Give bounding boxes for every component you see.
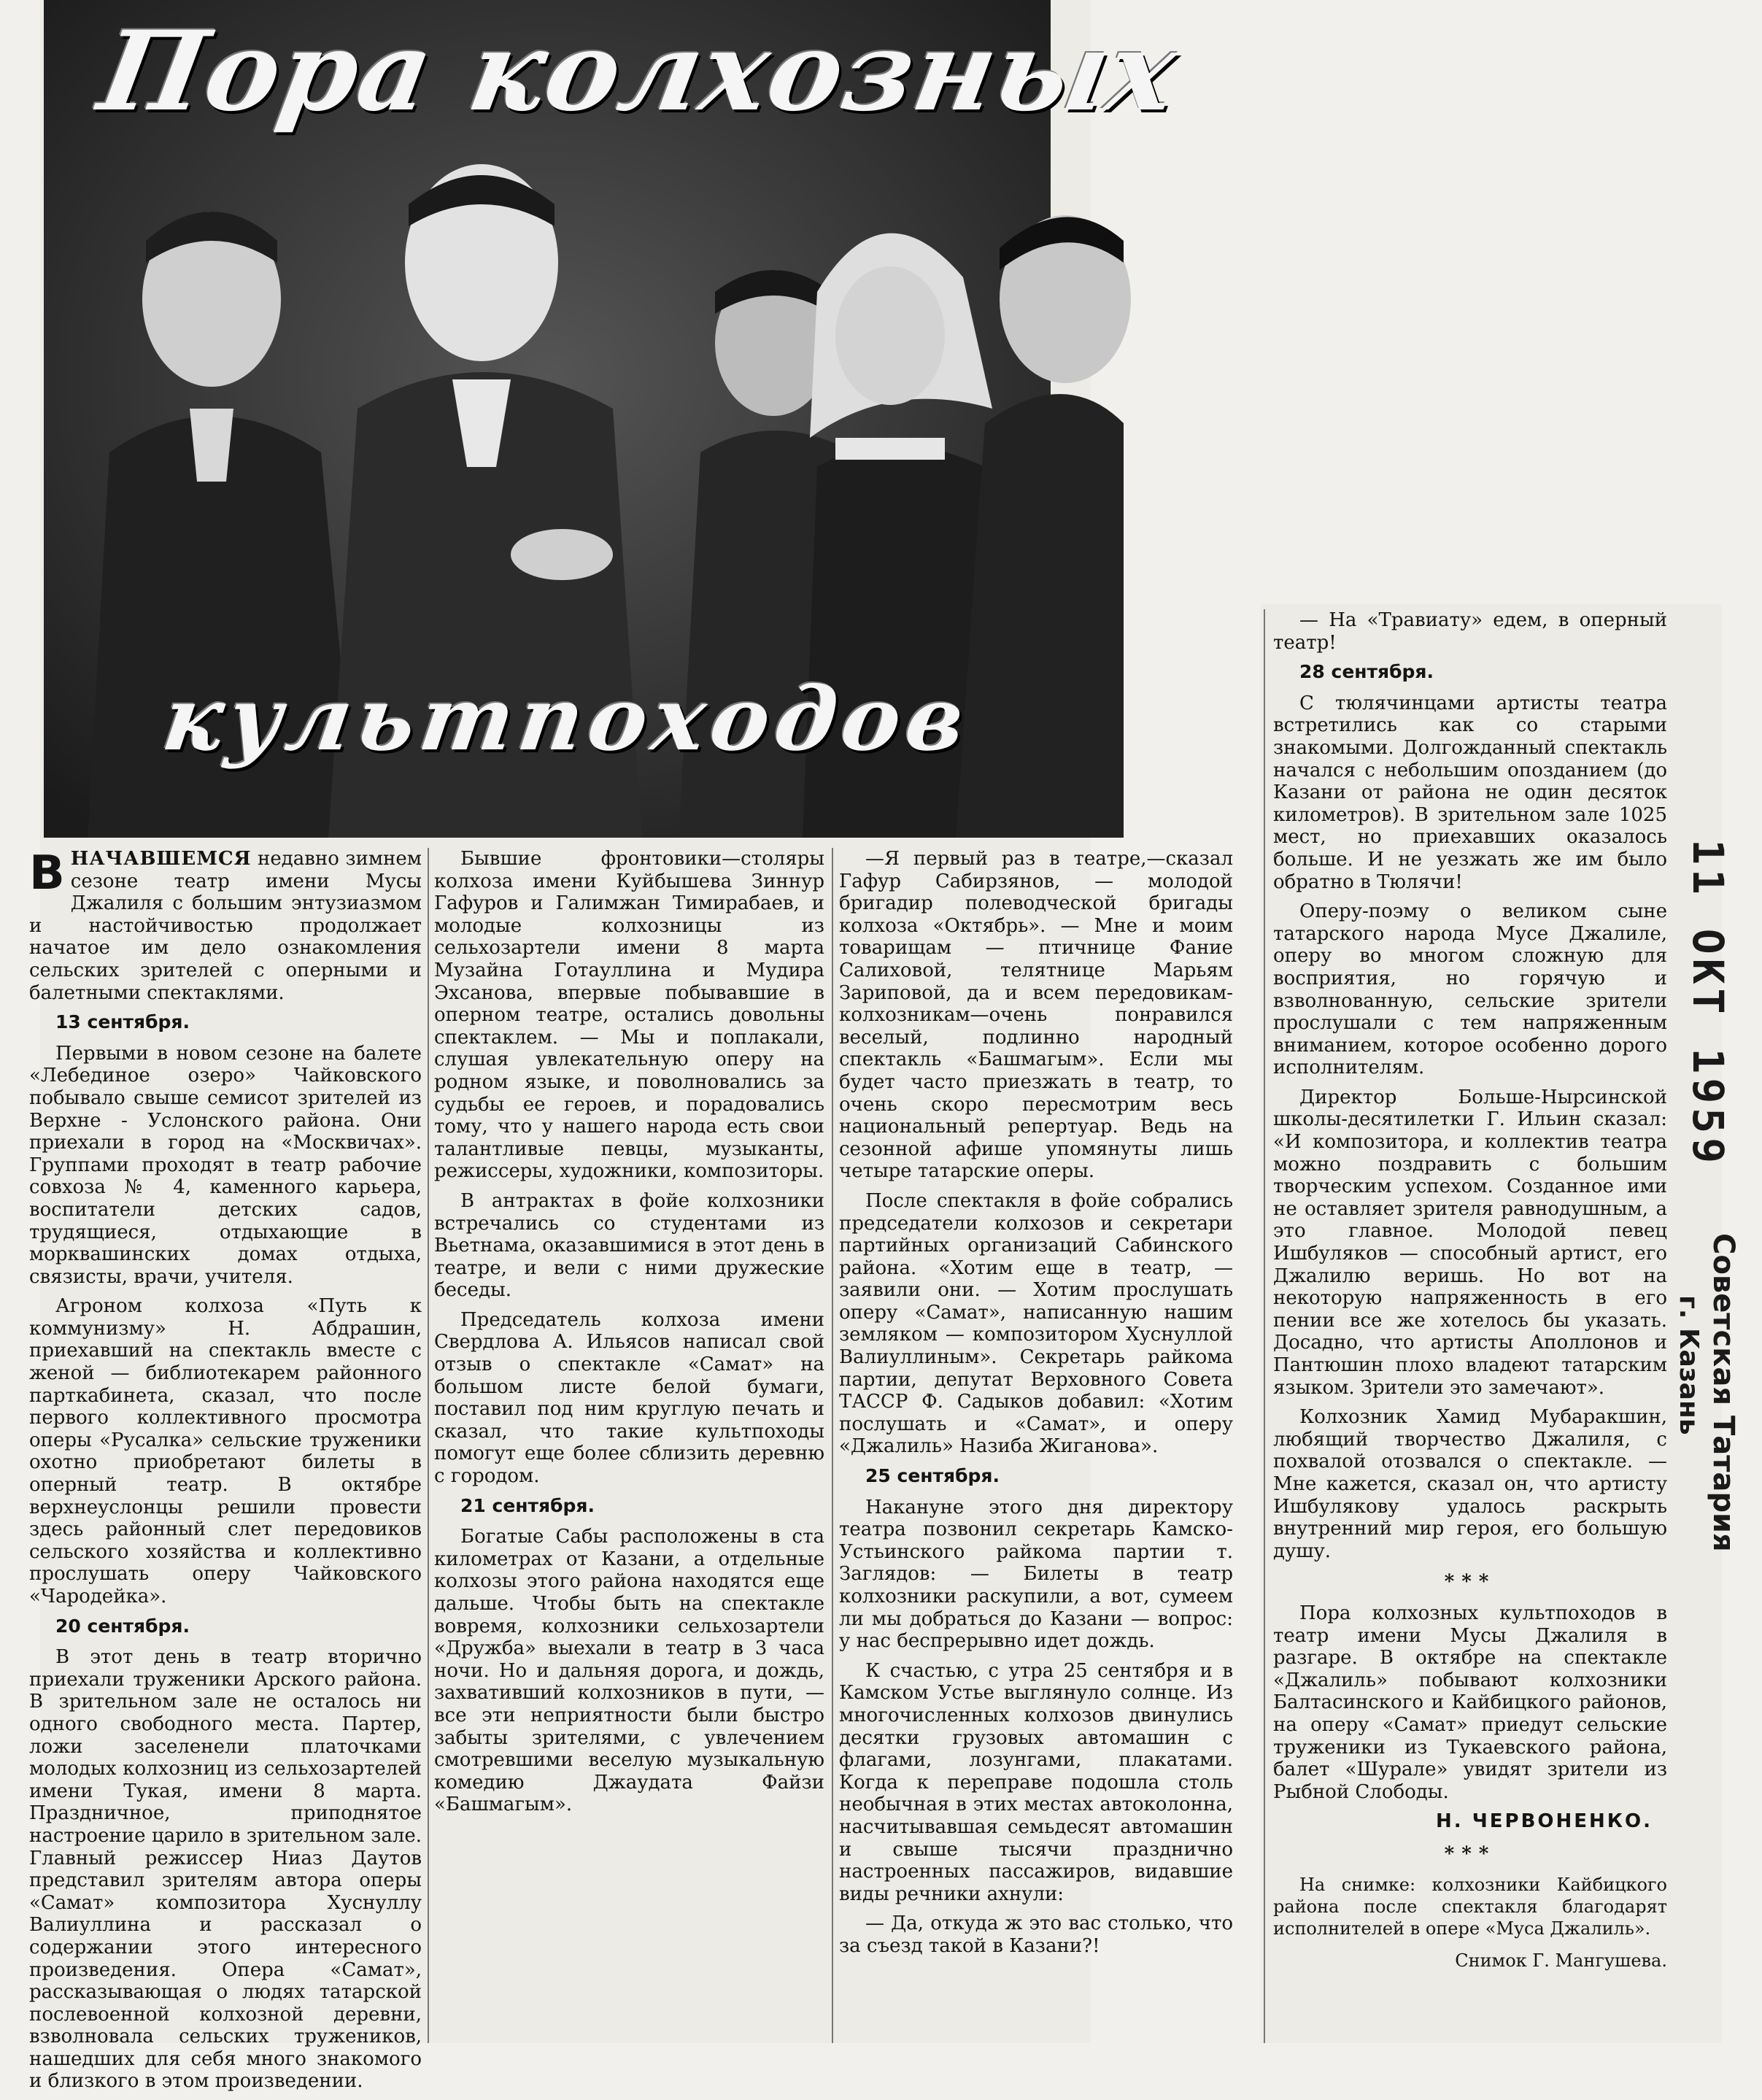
paragraph: Оперу-поэму о великом сыне татарского народа Мусе Джалиле, оперу во многом сложную для восприятия, но горячую и взволнованную, сельские зрители прослушали с тем напряженным вниманием, которое особенно дорого исполнителям. bbox=[1273, 900, 1667, 1079]
article-column-2 bbox=[434, 848, 824, 1823]
newspaper-name-stamp: Советская Татария bbox=[1707, 1233, 1740, 1552]
paragraph: Колхозник Хамид Мубаракшин, любящий творчество Джалиля, с похвалой отозвался о спектакле. — Мне кажется, сказал он, что артисту Ишбулякову удалось раскрыть внутренний мир героя, его большую душу. bbox=[1273, 1406, 1667, 1562]
lead-paragraph bbox=[29, 848, 422, 1004]
date-heading: 28 сентября. bbox=[1299, 661, 1434, 683]
column-rule bbox=[1264, 609, 1265, 2043]
paragraph: Директор Больше-Нырсинской школы-десятилетки Г. Ильин сказал: «И композитора, и коллектив театра можно поздравить с большим творческим успехом. Созданное ими не оставляет зрителя равнодушным, а это главное. Молодой певец Ишбуляков — способный артист, его Джалилю веришь. Но вот на некоторую напряженность в его пении все же хотелось бы указать. Досадно, что артисты Аполлонов и Пантюшин плохо владеют татарским языком. Зрители это замечают». bbox=[1273, 1086, 1667, 1399]
paragraph: В антрактах в фойе колхозники встречались со студентами из Вьетнама, оказавшимися в этот день в театре, и вели с ними дружеские беседы. bbox=[434, 1189, 824, 1302]
photo-credit: Снимок Г. Мангушева. bbox=[1455, 1950, 1667, 1972]
paragraph: В этот день в театр вторично приехали труженики Арского района. В зрительном зале не осталось ни одного свободного места. Партер, ложи заселенели платочками молодых колхозниц из сельхозартелей имени Тукая, имени 8 марта. Праздничное, приподнятое настроение царило в зрительном зале. Главный режиссер Ниаз Даутов представил зрителям автора оперы «Самат» композитора Хуснуллу Валиуллина и рассказал о содержании этого интересного произведения. Опера «Самат», рассказывающая о людях татарской послевоенной колхозной деревни, взволновала сельских тружеников, нашедших для себя много знакомого и близкого в этом произведении. bbox=[29, 1646, 422, 2093]
paragraph: — Да, откуда ж это вас столько, что за съезд такой в Казани?! bbox=[839, 1912, 1233, 1957]
photo-caption: На снимке: колхозники Кайбицкого района после спектакля благодарят исполнителей в опере «Муса Джалиль». bbox=[1273, 1875, 1667, 1939]
column-rule bbox=[428, 848, 429, 2043]
paragraph: Бывшие фронтовики—столяры колхоза имени Куйбышева Зиннур Гафуров и Галимжан Тимирабаев, и молодые колхозницы из сельхозартели имени 8 марта Музайна Готауллина и Мудира Эхсанова, впервые побывавшие в оперном театре, остались довольны спектаклем. — Мы и поплакали, слушая увлекательную оперу на родном языке, и поволновались за судьбы ее героев, и порадовались тому, что у нашего народа есть свои талантливые певцы, музыканты, режиссеры, художники, композиторы. bbox=[434, 848, 824, 1183]
section-divider: *** bbox=[1444, 1842, 1496, 1865]
drop-cap: В bbox=[29, 846, 65, 900]
date-heading: 20 сентября. bbox=[55, 1615, 190, 1637]
paragraph: Накануне этого дня директору театра позвонил секретарь Камско-Устьинского райкома партии т. Заглядов: — Билеты в театр колхозники раскупили, а вот, сумеем ли мы добраться до Казани — вопрос: у нас беспрерывно идет дождь. bbox=[839, 1496, 1233, 1653]
paragraph: Пора колхозных культпоходов в театр имени Мусы Джалиля в разгаре. В октябре на спектакле «Джалиль» побывают колхозники Балтасинского и Кайбицкого районов, на оперу «Самат» приедут сельские труженики из Тукаевского района, балет «Шурале» увидят зрители из Рыбной Слободы. bbox=[1273, 1602, 1667, 1803]
paragraph: Председатель колхоза имени Свердлова А. Ильясов написал свой отзыв о спектакле «Самат» на большом листе белой бумаги, поставил под ним круглую печать и сказал, что такие культпоходы помогут еще более сблизить деревню с городом. bbox=[434, 1308, 824, 1488]
lead-text: недавно зимнем сезоне театр имени Мусы Джалиля с большим энтузиазмом и настойчивостью продолжает начатое им дело ознакомления сельских зрителей с оперными и балетными спектаклями. bbox=[29, 848, 422, 1004]
date-heading: 25 сентября. bbox=[865, 1465, 1000, 1487]
paragraph: — На «Травиату» едем, в оперный театр! bbox=[1273, 609, 1667, 654]
paragraph: Богатые Сабы расположены в ста километрах от Казани, а отдельные колхозы этого района находятся еще дальше. Чтобы быть на спектакле вовремя, колхозники сельхозартели «Дружба» выехали в театр в 3 часа ночи. Но и дальняя дорога, и дождь, захвативший колхозников в пути, — все эти неприятности были быстро забыты зрителями, с увлечением смотревшими веселую музыкальную комедию Джаудата Файзи «Башмагым». bbox=[434, 1526, 824, 1816]
paragraph: Агроном колхоза «Путь к коммунизму» Н. Абдрашин, приехавший на спектакль вместе с женой — библиотекарем районного парткабинета, сказал, что после первого коллективного просмотра оперы «Русалка» сельские труженики охотно приобретают билеты в оперный театр. В октябре верхнеуслонцы решили провести здесь районный слет передовиков сельского хозяйства и коллективно прослушать оперу Чайковского «Чародейка». bbox=[29, 1295, 422, 1607]
headline-line-2: культпоходов bbox=[157, 668, 978, 771]
lead-caps: НАЧАВШЕМСЯ bbox=[70, 848, 252, 870]
article-column-1 bbox=[29, 848, 422, 2100]
date-heading: 21 сентября. bbox=[460, 1494, 595, 1516]
article-photo bbox=[44, 0, 1188, 838]
city-stamp: г. Казань bbox=[1674, 1295, 1704, 1435]
article-column-4 bbox=[1273, 609, 1667, 1980]
column-rule bbox=[832, 848, 833, 2043]
paragraph: К счастью, с утра 25 сентября и в Камском Устье выглянуло солнце. Из многочисленных колхозов двинулись десятки грузовых автомашин с флагами, лозунгами, плакатами. Когда к переправе подошла столь необычная в этих местах автоколонна, насчитывавшая семьдесят автомашин и свыше тысячи празднично настроенных пассажиров, видавшие виды речники ахнули: bbox=[839, 1659, 1233, 1905]
date-stamp: 11 ОКТ 1959 bbox=[1683, 839, 1733, 1168]
paragraph: С тюлячинцами артисты театра встретились как со старыми знакомыми. Долгожданный спектакль начался с небольшим опозданием (до Казани от района не один десяток километров). В зрительном зале 1025 мест, но приехавших оказалось больше. И не уезжать же им было обратно в Тюлячи! bbox=[1273, 692, 1667, 893]
paragraph: Первыми в новом сезоне на балете «Лебединое озеро» Чайковского побывало свыше семисот зрителей из Верхне - Услонского района. Они приехали в город на «Москвичах». Группами проходят в театр рабочие совхоза № 4, каменного карьера, воспитатели детских садов, трудящиеся, отдыхающие в морквашинских домах отдыха, связисты, врачи, учителя. bbox=[29, 1042, 422, 1288]
section-divider: *** bbox=[1444, 1571, 1496, 1594]
paragraph: После спектакля в фойе собрались председатели колхозов и секретари партийных организаций Сабинского района. «Хотим еще в театр, — заявили они. — Хотим прослушать оперу «Самат», написанную нашим земляком — композитором Хуснуллой Валиуллиным». Секретарь райкома партии, депутат Верховного Совета ТАССР Ф. Садыков добавил: «Хотим послушать и «Самат», и оперу «Джалиль» Назиба Жиганова». bbox=[839, 1189, 1233, 1458]
headline-line-1: Пора колхозных bbox=[90, 7, 1188, 136]
paragraph: —Я первый раз в театре,—сказал Гафур Сабирзянов, — молодой бригадир полеводческой бригады колхоза «Октябрь». — Мне и моим товарищам — птичнице Фание Салиховой, телятнице Марьям Зариповой, да и всем передовикам-колхозникам—очень понравился веселый, подлинно народный спектакль «Башмагым». Если мы будет часто приезжать в театр, то очень скоро пересмотрим весь национальный репертуар. Ведь на сезонной афише упомянуты лишь четыре татарские оперы. bbox=[839, 848, 1233, 1183]
date-heading: 13 сентября. bbox=[55, 1011, 190, 1033]
article-column-3 bbox=[839, 848, 1233, 1965]
author-signature: Н. ЧЕРВОНЕНКО. bbox=[1436, 1810, 1653, 1833]
